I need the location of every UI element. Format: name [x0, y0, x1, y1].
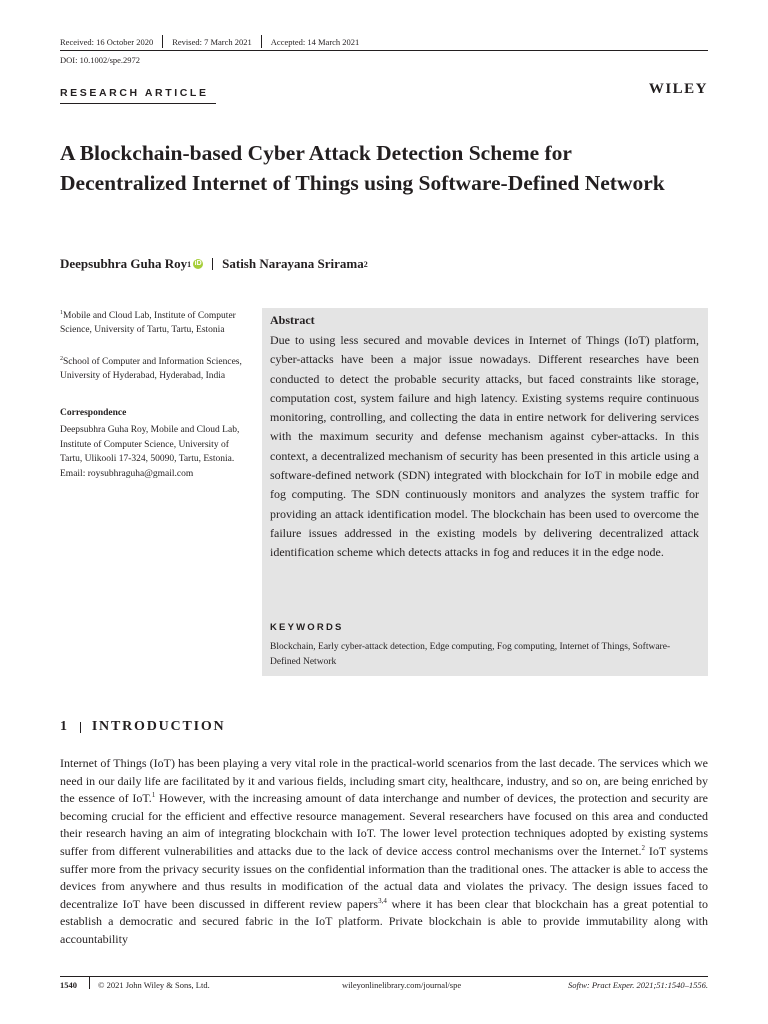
abstract-heading: Abstract — [270, 313, 315, 327]
citation: Softw: Pract Exper. 2021;51:1540–1556. — [568, 980, 708, 990]
keywords-text: Blockchain, Early cyber-attack detection, Edge computing, Fog computing, Internet of Things, Software-Defined Network — [270, 642, 671, 667]
abstract-text: Due to using less secured and movable devices in Internet of Things (IoT) platform, cyber-attacks have been a major issue nowadays. Different researches have been conducted to detect the probable security attacks, but faced constraints like storage, computation cost, system failure and high latency. Existing systems require continuous monitoring, controlling, and collecting the data in entire network for delivering services with the maximum security and defense mechanism against cyber-attacks. In this context, a decentralized mechanism of security has been presented in this article using a software-defined network (SDN) integrated with blockchain for IoT in mobile edge and fog computing. The SDN continuously monitors and analyzes the system traffic for providing an attack identification model. The blockchain has been used to overcome the failure issues addressed in the existing models by delivering decentralized attack identification scheme which detects attacks in fog and reduces it in the edge node. — [270, 333, 699, 560]
orcid-icon[interactable]: iD — [194, 260, 202, 267]
doi[interactable]: DOI: 10.1002/spe.2972 — [60, 55, 141, 65]
affiliation — [60, 306, 245, 337]
body-paragraph — [60, 755, 708, 949]
footer-rule — [60, 976, 708, 977]
section-title: INTRODUCTION — [91, 719, 226, 734]
divider — [212, 258, 213, 270]
citation-ref[interactable]: 1 — [151, 791, 156, 800]
divider — [80, 722, 81, 733]
article-title: A Blockchain-based Cyber Attack Detection Scheme for Decentralized Internet of Things using Software-Defined Network — [60, 141, 665, 195]
body-text-run: Internet of Things (IoT) has been playing a very vital role in the practical-world scenarios from the last decade. The services which we need in our daily life are facilitated by it and various fields, including smart city, healthcare, industry, and so on, are being enriched by the essence of IoT. — [60, 756, 708, 806]
author-list — [60, 256, 368, 272]
citation-ref[interactable]: 3,4 — [378, 896, 387, 905]
article-type-rule — [60, 103, 216, 104]
affiliation-number: 1 — [60, 310, 63, 316]
header-rule — [60, 50, 708, 51]
correspondence-email[interactable]: Email: roysubhraguha@gmail.com — [60, 468, 194, 479]
publication-dates — [60, 35, 359, 48]
revised-date: Revised: 7 March 2021 — [172, 36, 252, 47]
affiliation-number: 2 — [60, 356, 63, 362]
correspondence-address: Deepsubhra Guha Roy, Mobile and Cloud Lab, Institute of Computer Science, University of Tartu, Ulikooli 17-324, 50090, Tartu, Estonia. — [60, 425, 240, 464]
article-type: RESEARCH ARTICLE — [60, 87, 209, 99]
divider — [261, 35, 262, 48]
section-number: 1 — [60, 719, 69, 734]
correspondence-heading: Correspondence — [60, 408, 127, 418]
affiliation — [60, 352, 245, 383]
author-affil-ref: 1 — [187, 259, 192, 269]
citation-ref[interactable]: 2 — [641, 843, 645, 852]
section-heading — [60, 719, 225, 735]
page-number: 1540 — [60, 980, 77, 990]
affiliation-text: School of Computer and Information Sciences, University of Hyderabad, Hyderabad, India — [60, 357, 242, 382]
accepted-date: Accepted: 14 March 2021 — [270, 36, 360, 47]
author-name[interactable]: Satish Narayana Srirama — [222, 256, 364, 271]
affiliation-text: Mobile and Cloud Lab, Institute of Computer Science, University of Tartu, Tartu, Estonia — [60, 311, 236, 336]
body-text-run: where it has been clear that blockchain has a great potential to establish a democratic and secured fabric in the IoT platform. Private blockchain is able to provide immutability along with accountability — [60, 896, 708, 946]
body-text-run: However, with the increasing amount of data interchange and number of devices, the protection and security are becoming crucial for the efficient and effective resource management. Several researchers have focused on this area and conducted their research having an aim of integrating blockchain with IoT. The lower level protection techniques adopted by existing systems suffer from different vulnerabilities and attacks due to the lack of device access control mechanisms over the Internet. — [60, 791, 708, 858]
divider — [162, 35, 163, 48]
author-affil-ref: 2 — [363, 259, 368, 269]
keywords-heading: KEYWORDS — [270, 622, 344, 633]
copyright: © 2021 John Wiley & Sons, Ltd. — [98, 980, 210, 990]
body-text-run: IoT systems suffer more from the privacy security issues on the confidential information than the traditional ones. The attacker is able to access the devices from anywhere and thus results in modification of the actual data and violates the privacy. The design issues faced to decentralize IoT have been discussed in different review papers — [60, 843, 708, 911]
received-date: Received: 16 October 2020 — [60, 36, 154, 47]
author-name[interactable]: Deepsubhra Guha Roy — [60, 256, 188, 271]
correspondence-block — [60, 423, 250, 481]
journal-url[interactable]: wileyonlinelibrary.com/journal/spe — [342, 980, 462, 990]
divider — [89, 977, 90, 989]
publisher-logo: WILEY — [648, 81, 708, 97]
